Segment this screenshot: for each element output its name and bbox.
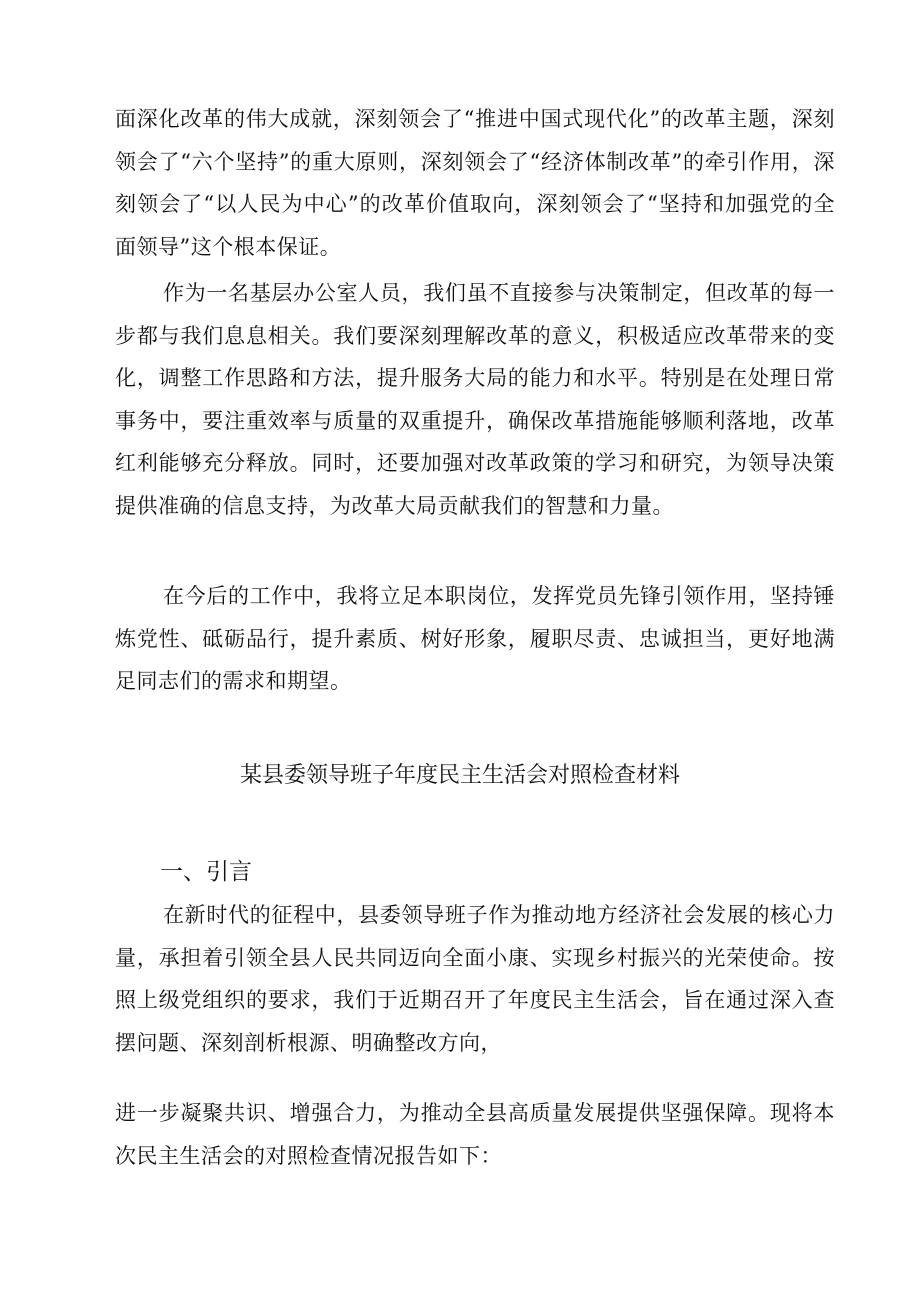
paragraph-office-staff-role: 作为一名基层办公室人员，我们虽不直接参与决策制定，但改革的每一步都与我们息息相关。我们要深刻理解改革的意义，积极适应改革带来的变化，调整工作思路和方法，提升服务大局的能力和水平。特别是在处理日常事务中，要注重效率与质量的双重提升，确保改革措施能够顺利落地，改革红利能够充分释放。同时，还要加强对改革政策的学习和研究，为领导决策提供准确的信息支持，为改革大局贡献我们的智慧和力量。 <box>115 281 835 518</box>
document-title: 某县委领导班子年度民主生活会对照检查材料 <box>239 763 680 788</box>
paragraph-introduction: 在新时代的征程中，县委领导班子作为推动地方经济社会发展的核心力量，承担着引领全县人民共同迈向全面小康、实现乡村振兴的光荣使命。按照上级党组织的要求，我们于近期召开了年度民主生活会，旨在通过深入查摆问题、深刻剖析根源、明确整改方向， <box>115 903 835 1055</box>
paragraph-reform-understanding: 面深化改革的伟大成就，深刻领会了“推进中国式现代化”的改革主题，深刻领会了“六个坚持”的重大原则，深刻领会了“经济体制改革”的牵引作用，深刻领会了“以人民为中心”的改革价值取向，深刻领会了“坚持和加强党的全面领导”这个根本保证。 <box>115 107 835 259</box>
section-heading-introduction: 一、引言 <box>160 859 252 885</box>
paragraph-introduction-continued: 进一步凝聚共识、增强合力，为推动全县高质量发展提供坚强保障。现将本次民主生活会的对照检查情况报告如下： <box>115 1101 835 1168</box>
paragraph-future-work: 在今后的工作中，我将立足本职岗位，发挥党员先锋引领作用，坚持锤炼党性、砥砺品行，提升素质、树好形象，履职尽责、忠诚担当，更好地满足同志们的需求和期望。 <box>115 584 835 693</box>
